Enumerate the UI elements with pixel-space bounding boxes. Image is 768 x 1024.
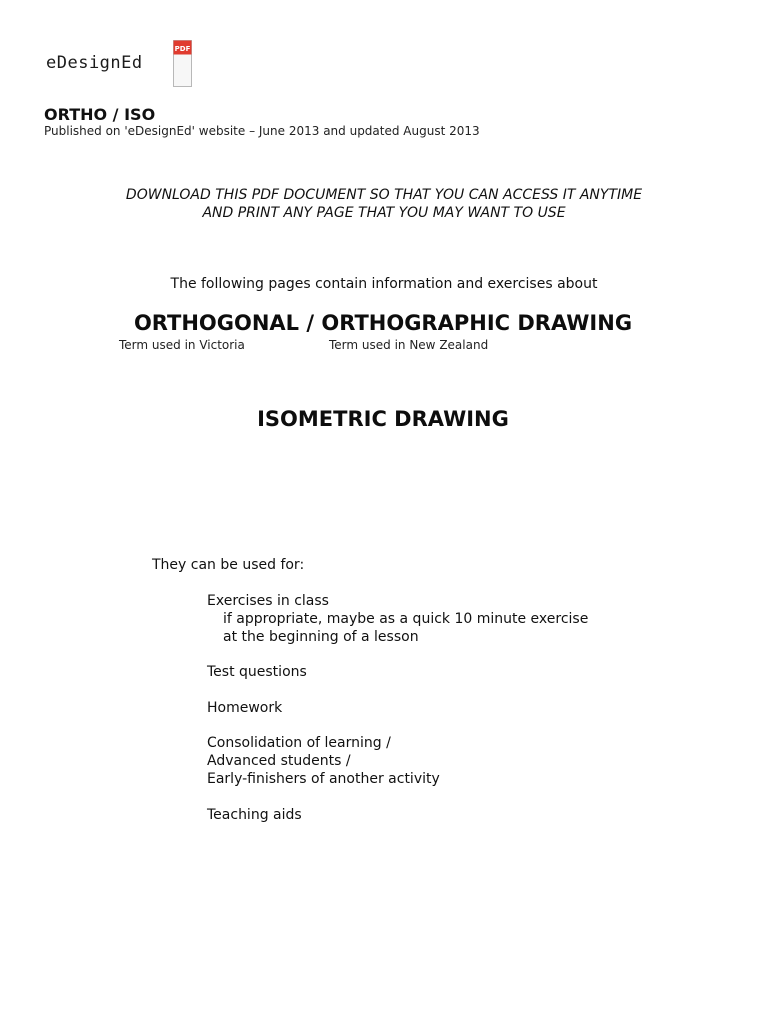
list-item-consolidation: Consolidation of learning /	[207, 735, 391, 752]
list-item-homework: Homework	[207, 699, 283, 716]
list-spacer	[207, 682, 588, 700]
edesigned-logo	[46, 40, 192, 88]
list-spacer	[207, 718, 588, 736]
list-item-test-questions: Test questions	[207, 664, 307, 681]
document-title: ORTHO / ISO	[44, 105, 156, 124]
intro-text: The following pages contain information and exercises about	[170, 276, 598, 292]
list-item-early-finishers: Early-finishers of another activity	[207, 770, 440, 787]
list-item-exercises-detail-2: at the beginning of a lesson	[223, 628, 419, 645]
term-new-zealand-note: Term used in New Zealand	[329, 338, 489, 352]
uses-intro: They can be used for:	[152, 557, 305, 573]
published-note: Published on 'eDesignEd' website – June 2013 and updated August 2013	[44, 124, 480, 138]
list-spacer	[207, 789, 588, 807]
download-notice-line-2: AND PRINT ANY PAGE THAT YOU MAY WANT TO USE	[202, 205, 566, 221]
download-notice	[0, 186, 768, 222]
uses-list	[207, 593, 588, 824]
list-item-exercises: Exercises in class	[207, 593, 329, 609]
list-item-exercises-detail-1: if appropriate, maybe as a quick 10 minute exercise	[223, 610, 589, 627]
pdf-icon	[173, 40, 192, 87]
list-item-teaching-aids: Teaching aids	[207, 806, 302, 823]
pdf-badge-text: PDF	[174, 45, 191, 53]
orthographic-heading: ORTHOGONAL / ORTHOGRAPHIC DRAWING	[133, 311, 633, 335]
term-victoria-note: Term used in Victoria	[119, 338, 245, 352]
logo-wordmark: eDesignEd	[46, 53, 143, 73]
download-notice-line-1: DOWNLOAD THIS PDF DOCUMENT SO THAT YOU CAN ACCESS IT ANYTIME	[125, 187, 643, 203]
isometric-heading: ISOMETRIC DRAWING	[257, 407, 509, 431]
list-spacer	[207, 646, 588, 664]
list-item-advanced-students: Advanced students /	[207, 753, 351, 770]
